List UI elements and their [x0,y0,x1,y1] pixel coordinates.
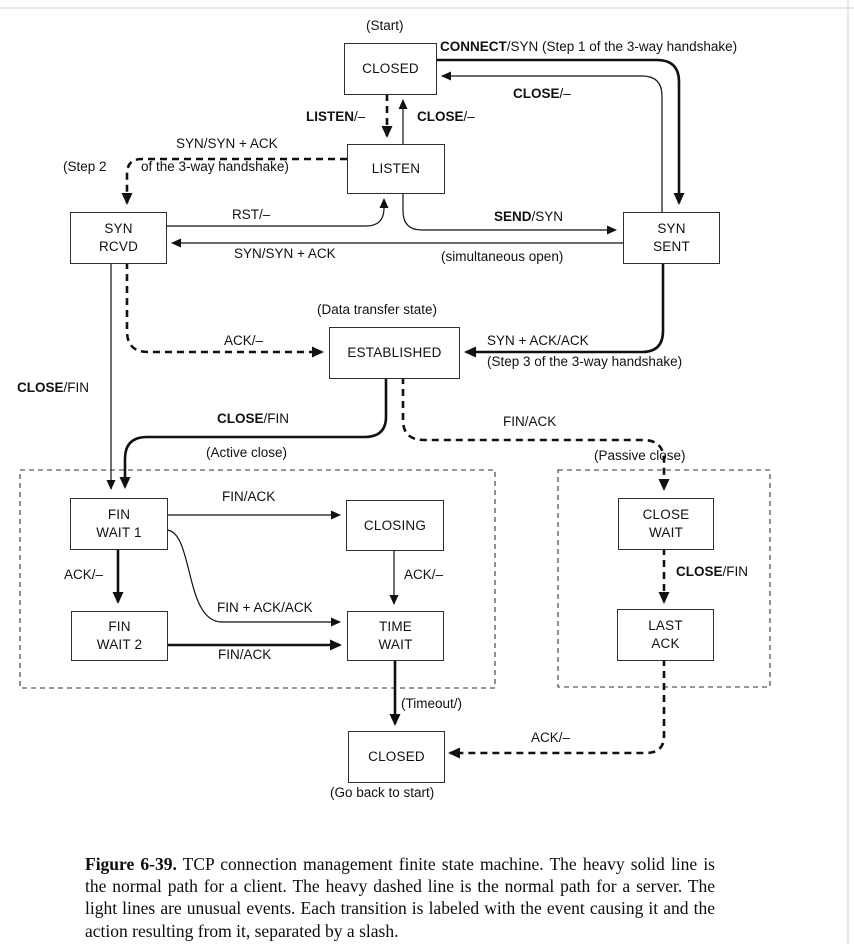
event-text: ACK/– [531,730,571,745]
annotation-text: (Step 3 of the 3-way handshake) [487,354,683,369]
state-closed-top [344,43,437,95]
state-label: SYN [657,221,686,237]
state-listen [347,144,445,194]
label-ack-rcvd-est [224,334,263,349]
state-label: SYN [104,221,133,237]
label-close-fin-est [217,412,289,427]
label-synack-ack [487,334,589,349]
label-ack-closing [404,568,443,583]
event-text: LISTEN [306,109,355,124]
state-label: LAST [648,618,683,634]
label-send-syn [494,210,563,225]
action-text: /– [559,86,571,101]
event-text: FIN + ACK/ACK [217,600,313,615]
event-text: CLOSE [676,564,723,579]
annotation-start [366,19,404,34]
event-text: CLOSE [217,411,264,426]
event-text: RST/– [232,207,271,222]
annotation-text: (simultaneous open) [441,249,564,264]
state-label: CLOSING [363,517,427,533]
state-label: LISTEN [371,161,421,177]
event-text: ACK/– [64,567,104,582]
label-listen-cmd [306,110,365,125]
label-fin-ack-fw1 [222,490,275,505]
annotation-text: of the 3-way handshake) [141,159,289,174]
annotation-text: (Active close) [206,445,288,460]
label-close-listen [417,110,475,125]
event-text: SEND [494,209,532,224]
state-label: RCVD [98,239,139,254]
edge-fin-ack-established [403,377,664,489]
state-label: FIN [107,507,131,523]
edge-connect-syn [435,60,679,203]
action-text: /SYN (Step 1 of the 3-way handshake) [506,39,738,54]
event-text: SYN + ACK/ACK [487,333,589,348]
state-label: WAIT 1 [96,525,142,540]
label-connect-syn [440,40,737,55]
action-text: /– [463,109,475,124]
state-syn-sent [623,212,720,264]
annotation-text: (Start) [366,18,404,33]
event-text: ACK/– [224,333,264,348]
annotation-active-close [206,446,287,461]
state-close-wait [618,498,714,550]
action-text: /FIN [63,380,90,395]
annotation-data-transfer [317,303,437,318]
state-label: CLOSE [642,507,690,523]
action-text: /FIN [263,411,290,426]
annotation-step2-line2 [141,160,289,175]
action-text: /FIN [722,564,749,579]
state-syn-rcvd [70,212,167,264]
label-ack-last [531,731,570,746]
label-rst [232,208,270,223]
annotation-text: (Timeout/) [401,696,463,711]
state-label: FIN [108,619,131,635]
state-label: WAIT [378,637,413,652]
event-text: CLOSE [417,109,464,124]
event-text: ACK/– [404,567,444,582]
label-syn-synack-sim [234,247,336,262]
annotation-timeout [401,697,462,712]
label-syn-synack-step2 [176,137,278,152]
label-fin-ack-ack [217,601,313,616]
annotation-text: (Step 2 [63,159,107,174]
state-fin-wait-2 [71,611,168,661]
state-label: ACK [651,636,680,651]
action-text: /SYN [531,209,564,224]
annotation-passive-close [594,449,686,464]
event-text: FIN/ACK [503,414,557,429]
state-label: CLOSED [362,61,419,77]
figure-caption [85,853,715,943]
annotation-text: (Passive close) [594,448,686,463]
annotation-text: (Data transfer state) [317,302,438,317]
event-text: SYN/SYN + ACK [176,136,278,151]
figure-caption-number: Figure 6-39. [85,853,177,874]
label-close-synsent [513,87,571,102]
label-close-fin-wait [676,565,748,580]
annotation-go-back [330,786,434,801]
label-fin-ack-est [503,415,556,430]
event-text: SYN/SYN + ACK [234,246,336,261]
label-ack-fw1 [64,568,103,583]
annotation-step2-line1 [63,160,107,175]
figure-caption-text: TCP connection management finite state machine. The heavy solid line is the normal path for a client. The heavy dashed line is the normal path for a server. The light lines are unusual events. Each transition is labeled with the event causing it and the action resulting from it, separated by a slash. [85,853,715,941]
state-label: CLOSED [368,749,425,765]
state-fin-wait-1 [70,498,168,550]
state-label: SENT [653,239,690,254]
event-text: FIN/ACK [222,489,276,504]
event-text: CONNECT [440,39,507,54]
state-label: ESTABLISHED [347,345,442,361]
state-label: TIME [378,619,413,635]
label-close-fin-rcvd [17,381,89,396]
state-closing [346,500,444,551]
state-label: WAIT 2 [96,637,143,652]
event-text: FIN/ACK [218,647,272,662]
state-time-wait [347,611,444,661]
event-text: CLOSE [17,380,64,395]
state-last-ack [617,609,714,661]
action-text: /– [354,109,366,124]
state-label: WAIT [648,525,684,540]
state-closed-bottom [348,731,445,783]
annotation-step3 [487,355,682,370]
label-fin-ack-fw2 [218,648,271,663]
event-text: CLOSE [513,86,560,101]
state-established [329,327,460,379]
annotation-text: (Go back to start) [330,785,435,800]
edge-rst [165,199,384,226]
annotation-simultaneous-open [441,250,563,265]
